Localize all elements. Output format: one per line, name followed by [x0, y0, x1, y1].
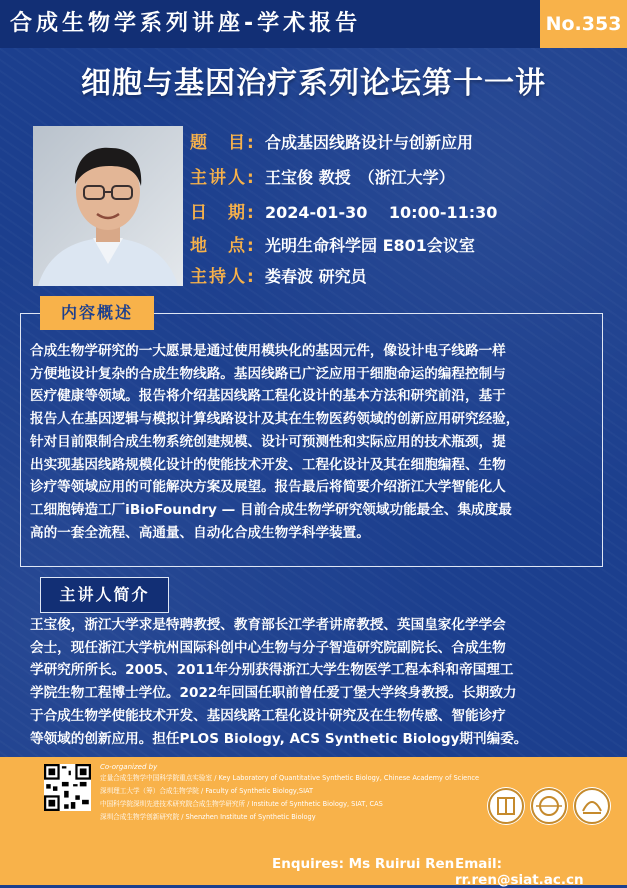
info-row-location	[190, 231, 475, 261]
summary-line: 医疗健康等领域。报告将介绍基因线路工程化设计的基本方法和研究前沿，基于	[30, 388, 506, 405]
bio-line: 学院生物工程博士学位。2022年回国任职前曾任爱丁堡大学终身教授。长期致力	[30, 685, 517, 702]
info-value-title: 合成基因线路设计与创新应用	[265, 133, 474, 152]
info-key: 主持人:	[190, 267, 256, 287]
summary-text	[30, 340, 595, 544]
speaker-photo	[33, 126, 183, 286]
info-value-speaker: 王宝俊 教授 （浙江大学）	[265, 168, 455, 187]
summary-line: 报告人在基因逻辑与模拟计算线路设计及其在生物医药领域的创新应用研究经验，	[30, 411, 520, 428]
co-organized-label: Co-organized by	[100, 763, 158, 771]
bio-line: 于合成生物学使能技术开发、基因线路工程化设计研究及在生物传感、智能诊疗	[30, 707, 506, 724]
info-row-host	[190, 262, 367, 292]
summary-line: 合成生物学研究的一大愿景是通过使用模块化的基因元件，像设计电子线路一样	[30, 343, 506, 359]
bio-line: 学研究所所长。2005、2011年分别获得浙江大学生物医学工程本科和帝国理工	[30, 662, 514, 679]
bio-text	[30, 614, 595, 750]
summary-line: 方便地设计复杂的合成生物线路。基因线路已广泛应用于细胞命运的编程控制与	[30, 365, 506, 382]
siat-logo-icon	[573, 787, 611, 825]
info-key: 题 目:	[190, 133, 256, 153]
main-title: 细胞与基因治疗系列论坛第十一讲	[81, 66, 546, 101]
issue-number: No.353	[540, 0, 627, 48]
bio-line: 会士，现任浙江大学杭州国际科创中心生物与分子智造研究院副院长、合成生物	[30, 639, 506, 656]
summary-heading: 内容概述	[40, 296, 154, 330]
bio-line: 王宝俊，浙江大学求是特聘教授、教育部长江学者讲席教授、英国皇家化学学会	[30, 617, 506, 633]
info-key: 地 点:	[190, 236, 256, 256]
enquiries-contact: Enquires: Ms Ruirui Ren	[272, 856, 455, 872]
info-key: 日 期:	[190, 203, 256, 223]
info-key: 主讲人:	[190, 168, 256, 188]
info-row-speaker	[190, 163, 455, 193]
summary-line: 高的一套全流程、高通量、自动化合成生物学科学装置。	[30, 524, 370, 541]
info-value-location: 光明生命科学园 E801会议室	[265, 236, 475, 255]
email-contact[interactable]: Email: rr.ren@siat.ac.cn	[455, 856, 584, 888]
organizer-item: 中国科学院深圳先进技术研究院合成生物学研究所 / Institute of Synthetic Biology, SIAT, CAS	[100, 800, 383, 808]
bio-line: 等领域的创新应用。担任PLOS Biology, ACS Synthetic Biology期刊编委。	[30, 730, 528, 747]
info-value-date: 2024-01-30 10:00-11:30	[265, 203, 498, 222]
bio-heading: 主讲人简介	[40, 577, 169, 613]
cas-logo-icon	[530, 787, 568, 825]
speaker-portrait-icon	[33, 126, 183, 286]
qr-code-icon	[44, 764, 91, 811]
summary-line: 诊疗等领域应用的可能解决方案及展望。报告最后将简要介绍浙江大学智能化人	[30, 479, 506, 496]
series-title: 合成生物学系列讲座-学术报告	[10, 11, 362, 36]
summary-line: 工细胞铸造工厂iBioFoundry — 目前合成生物学研究领域功能最全、集成度最	[30, 501, 512, 518]
info-row-date	[190, 198, 497, 228]
info-row-title	[190, 128, 473, 158]
info-value-host: 娄春波 研究员	[265, 267, 367, 286]
institute-logo-icon	[487, 787, 525, 825]
organizer-item: 深圳理工大学（筹）合成生物学院 / Faculty of Synthetic Biology,SIAT	[100, 787, 314, 795]
organizer-item: 定量合成生物学中国科学院重点实验室 / Key Laboratory of Quantitative Synthetic Biology, Chinese Academy of Science	[100, 774, 480, 782]
summary-line: 针对目前限制合成生物系统创建规模、设计可预测性和实际应用的技术瓶颈，提	[30, 433, 506, 450]
summary-line: 出实现基因线路规模化设计的使能技术开发、工程化设计及其在细胞编程、生物	[30, 456, 506, 473]
organizer-item: 深圳合成生物学创新研究院 / Shenzhen Institute of Synthetic Biology	[100, 813, 316, 821]
